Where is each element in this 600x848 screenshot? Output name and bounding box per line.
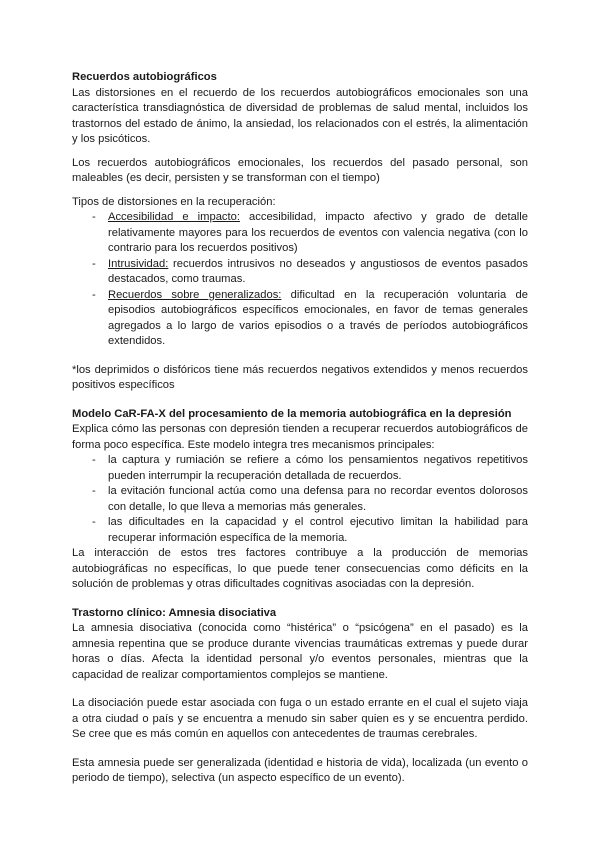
distortions-intro: Tipos de distorsiones en la recuperación: (72, 195, 276, 208)
list-item: - la evitación funcional actúa como una defensa para no recordar eventos dolorosos con detalle, lo que lleva a memorias más generales. (72, 484, 528, 515)
paragraph-amnesia-1: La amnesia disociativa (conocida como “histérica” o “psicógena” en el pasado) es la amnesia repentina que se produce durante vivencias traumáticas extremas y puede durar horas o días. Afecta la identidad personal y/o eventos personales, mientras que la capacidad de realizar comportamientos complejos se mantiene. (72, 622, 528, 681)
list-item (72, 288, 528, 350)
note-depressed: *los deprimidos o disfóricos tiene más recuerdos negativos extendidos y menos recuerdos positivos específicos (72, 363, 528, 391)
list-item-term: Recuerdos sobre generalizados: (108, 288, 282, 301)
paragraph-amnesia-2: La disociación puede estar asociada con fuga o un estado errante en el cual el sujeto viaja a otra ciudad o país y se encuentra a menudo sin saber quien es y se encuentra perdido. Se cree que es más común en aquellos con antecedentes de traumas cerebrales. (72, 697, 528, 740)
paragraph-modelo-2: La interacción de estos tres factores contribuye a la producción de memorias autobiográficas no específicas, lo que puede tener consecuencias como déficits en la solución de problemas y otras dificultades cognitivas asociadas con la depresión. (72, 547, 528, 590)
list-item: - la captura y rumiación se refiere a cómo los pensamientos negativos repetitivos pueden interrumpir la recuperación detallada de recuerdos. (72, 453, 528, 484)
paragraph-amnesia-3: Esta amnesia puede ser generalizada (identidad e historia de vida), localizada (un evento o periodo de tiempo), selectiva (un aspecto específico de un evento). (72, 756, 528, 784)
paragraph-modelo-1: Explica cómo las personas con depresión tienden a recuperar recuerdos autobiográficos de forma poco específica. Este modelo integra tres mecanismos principales: (72, 423, 528, 451)
distortions-list (72, 210, 528, 350)
paragraph-recuerdos-1: Las distorsiones en el recuerdo de los recuerdos autobiográficos emocionales son una característica transdiagnóstica de diversidad de problemas de salud mental, incluidos los trastornos del estado de ánimo, la ansiedad, los relacionados con el estrés, la alimentación y los psicóticos. (72, 86, 528, 145)
paragraph-recuerdos-2: Los recuerdos autobiográficos emocionales, los recuerdos del pasado personal, son maleables (es decir, persisten y se transforman con el tiempo) (72, 156, 528, 184)
list-item-term: Intrusividad: (108, 257, 169, 270)
list-item (72, 210, 528, 257)
document-page (72, 70, 528, 787)
list-item (72, 257, 528, 288)
list-item-text: recuerdos intrusivos no deseados y angustiosos de eventos pasados destacados, como traumas. (108, 257, 528, 285)
list-item-text: accesibilidad, impacto afectivo y grado de detalle relativamente mayores para los recuerdos de eventos con valencia negativa (con lo contrario para los recuerdos positivos) (108, 211, 528, 254)
list-item-term: Accesibilidad e impacto: (108, 211, 240, 223)
heading-amnesia: Trastorno clínico: Amnesia disociativa (72, 606, 277, 619)
mechanisms-list (72, 453, 528, 546)
list-item-text: dificultad en la recuperación voluntaria de episodios autobiográficos específicos emocionales, en favor de temas generales agregados a lo largo de varios episodios o a través de períodos autobiográficos extendidos. (108, 288, 528, 347)
heading-modelo: Modelo CaR-FA-X del procesamiento de la memoria autobiográfica en la depresión (72, 407, 512, 420)
heading-recuerdos: Recuerdos autobiográficos (72, 71, 217, 83)
list-item: - las dificultades en la capacidad y el control ejecutivo limitan la habilidad para recuperar información específica de la memoria. (72, 515, 528, 546)
